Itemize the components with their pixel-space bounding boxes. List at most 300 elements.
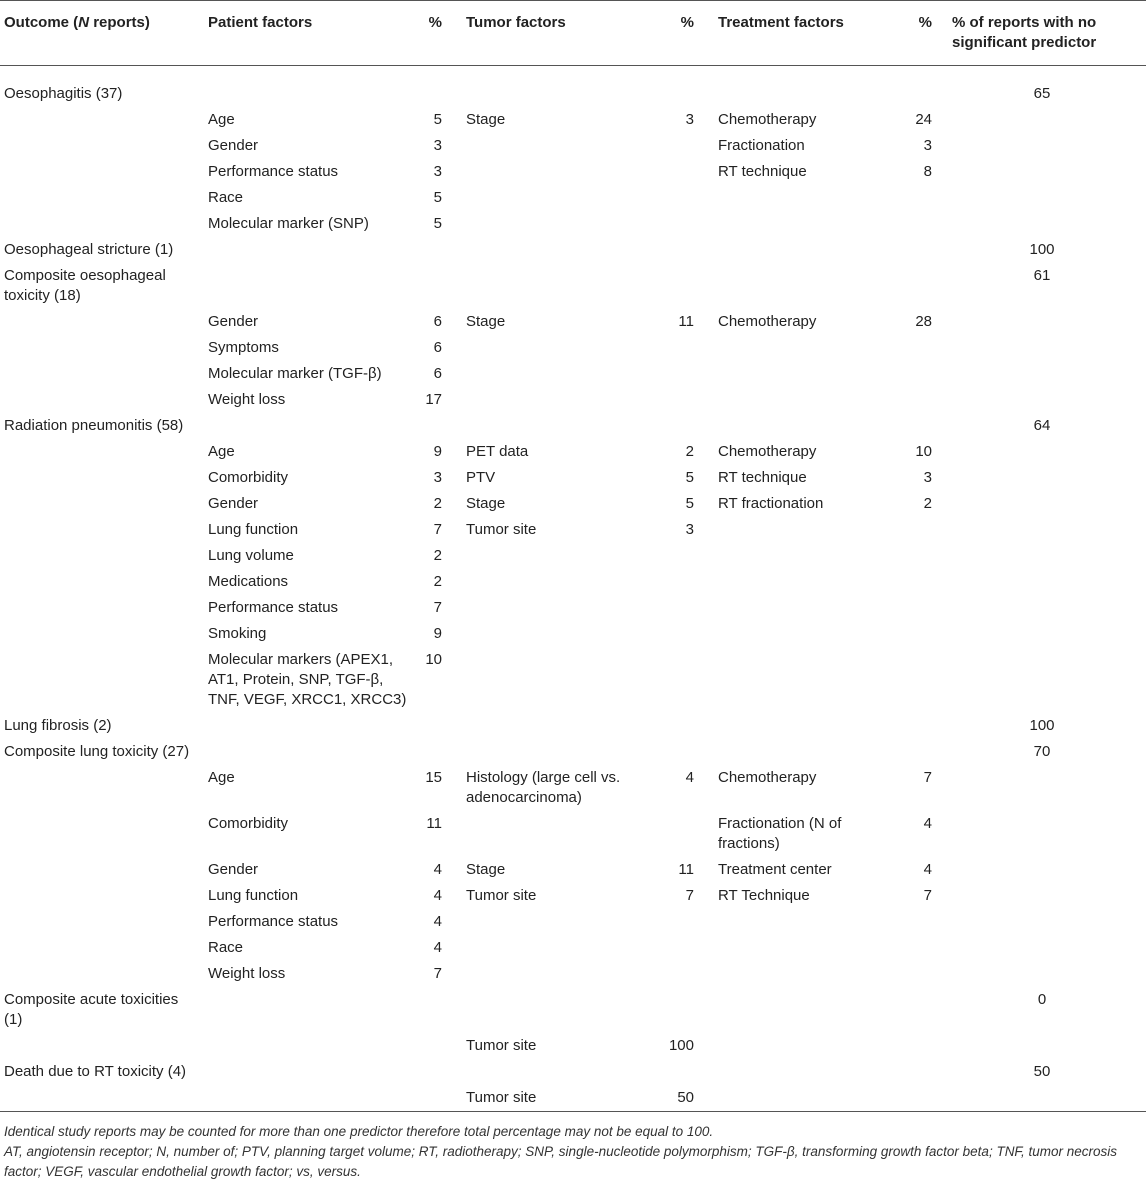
outcome-cell bbox=[0, 543, 204, 569]
treatment-percent-cell bbox=[908, 647, 938, 713]
patient-factor-cell bbox=[204, 66, 412, 108]
tumor-factor-cell bbox=[448, 909, 664, 935]
outcome-cell bbox=[0, 883, 204, 909]
treatment-percent-cell: 8 bbox=[923, 163, 932, 180]
tumor-percent-cell bbox=[664, 133, 700, 159]
table-row bbox=[0, 185, 1146, 211]
tumor-factor-cell: Histology (large cell vs. adenocarcinoma) bbox=[466, 769, 621, 806]
treatment-percent-cell bbox=[908, 1059, 938, 1085]
tumor-factor-cell: Stage bbox=[466, 313, 506, 330]
patient-factor-cell: Molecular markers (APEX1, AT1, Protein, SNP, TGF-β, TNF, VEGF, XRCC1, XRCC3) bbox=[208, 651, 407, 708]
tumor-percent-cell bbox=[664, 543, 700, 569]
header-patient-factors: Patient factors bbox=[204, 1, 412, 66]
outcome-cell bbox=[0, 857, 204, 883]
treatment-factor-cell: Fractionation (N of fractions) bbox=[718, 815, 842, 852]
patient-percent-cell: 9 bbox=[433, 443, 442, 460]
outcome-cell: Oesophagitis (37) bbox=[4, 85, 123, 102]
no-predictor-percent-cell bbox=[938, 765, 1146, 811]
table-row bbox=[0, 1085, 1146, 1112]
no-predictor-percent-cell bbox=[938, 621, 1146, 647]
treatment-factor-cell: Fractionation bbox=[718, 137, 805, 154]
treatment-factor-cell bbox=[700, 647, 908, 713]
treatment-factor-cell bbox=[700, 909, 908, 935]
table-row bbox=[0, 883, 1146, 909]
treatment-factor-cell bbox=[700, 237, 908, 263]
tumor-factor-cell: Stage bbox=[466, 861, 506, 878]
tumor-factor-cell bbox=[448, 185, 664, 211]
patient-factor-cell: Lung volume bbox=[208, 547, 294, 564]
patient-factor-cell: Age bbox=[208, 443, 235, 460]
no-predictor-percent-cell bbox=[938, 1085, 1146, 1112]
treatment-percent-cell: 7 bbox=[923, 887, 932, 904]
tumor-percent-cell bbox=[664, 66, 700, 108]
patient-factor-cell: Gender bbox=[208, 495, 259, 512]
tumor-factor-cell: Stage bbox=[466, 495, 506, 512]
patient-percent-cell: 5 bbox=[433, 111, 442, 128]
tumor-factor-cell: PET data bbox=[466, 443, 529, 460]
header-outcome: Outcome (N reports) bbox=[0, 1, 204, 66]
patient-percent-cell: 2 bbox=[433, 547, 442, 564]
treatment-percent-cell bbox=[908, 1085, 938, 1112]
outcome-cell bbox=[0, 159, 204, 185]
treatment-factor-cell: RT technique bbox=[718, 469, 807, 486]
outcome-cell bbox=[0, 765, 204, 811]
treatment-factor-cell bbox=[700, 361, 908, 387]
no-predictor-percent-cell bbox=[938, 133, 1146, 159]
patient-factor-cell: Smoking bbox=[208, 625, 267, 642]
outcome-cell bbox=[0, 1085, 204, 1112]
patient-percent-cell: 4 bbox=[433, 887, 442, 904]
tumor-factor-cell bbox=[448, 739, 664, 765]
treatment-factor-cell bbox=[700, 961, 908, 987]
no-predictor-percent-cell: 100 bbox=[1029, 717, 1055, 734]
table-row bbox=[0, 413, 1146, 439]
tumor-percent-cell bbox=[664, 961, 700, 987]
treatment-percent-cell bbox=[908, 361, 938, 387]
tumor-factor-cell bbox=[448, 387, 664, 413]
table-row bbox=[0, 491, 1146, 517]
treatment-percent-cell bbox=[908, 987, 938, 1033]
tumor-factor-cell bbox=[448, 595, 664, 621]
treatment-factor-cell bbox=[700, 595, 908, 621]
treatment-percent-cell: 7 bbox=[923, 769, 932, 786]
treatment-percent-cell: 4 bbox=[923, 815, 932, 832]
tumor-percent-cell: 7 bbox=[685, 887, 694, 904]
no-predictor-percent-cell bbox=[938, 439, 1146, 465]
tumor-percent-cell bbox=[664, 909, 700, 935]
no-predictor-percent-cell bbox=[938, 387, 1146, 413]
treatment-factor-cell bbox=[700, 621, 908, 647]
patient-percent-cell bbox=[412, 1059, 448, 1085]
tumor-percent-cell bbox=[664, 739, 700, 765]
patient-factor-cell: Comorbidity bbox=[208, 469, 289, 486]
no-predictor-percent-cell bbox=[938, 569, 1146, 595]
tumor-percent-cell: 2 bbox=[685, 443, 694, 460]
table-row bbox=[0, 465, 1146, 491]
footnote-identical-reports: Identical study reports may be counted for more than one predictor therefore total percentage may not be equal to 100. bbox=[4, 1124, 714, 1139]
patient-factor-cell bbox=[204, 263, 412, 309]
patient-percent-cell: 2 bbox=[433, 495, 442, 512]
tumor-factor-cell bbox=[448, 811, 664, 857]
treatment-percent-cell bbox=[908, 1033, 938, 1059]
no-predictor-percent-cell: 61 bbox=[1033, 267, 1051, 284]
tumor-percent-cell: 4 bbox=[685, 769, 694, 786]
outcome-cell bbox=[0, 909, 204, 935]
treatment-factor-cell bbox=[700, 66, 908, 108]
table-row bbox=[0, 237, 1146, 263]
treatment-percent-cell bbox=[908, 335, 938, 361]
outcome-cell bbox=[0, 107, 204, 133]
treatment-percent-cell: 10 bbox=[915, 443, 932, 460]
tumor-percent-cell bbox=[664, 211, 700, 237]
patient-percent-cell: 5 bbox=[433, 215, 442, 232]
treatment-percent-cell bbox=[908, 569, 938, 595]
patient-percent-cell: 7 bbox=[433, 599, 442, 616]
table-row bbox=[0, 713, 1146, 739]
treatment-factor-cell bbox=[700, 1085, 908, 1112]
treatment-factor-cell: Chemotherapy bbox=[718, 111, 817, 128]
table-row bbox=[0, 987, 1146, 1033]
treatment-factor-cell bbox=[700, 569, 908, 595]
patient-percent-cell bbox=[412, 1085, 448, 1112]
treatment-percent-cell: 28 bbox=[915, 313, 932, 330]
patient-factor-cell: Age bbox=[208, 769, 235, 786]
treatment-factor-cell bbox=[700, 543, 908, 569]
tumor-factor-cell bbox=[448, 159, 664, 185]
treatment-factor-cell bbox=[700, 387, 908, 413]
treatment-factor-cell bbox=[700, 1033, 908, 1059]
outcome-cell: Oesophageal stricture (1) bbox=[4, 241, 174, 258]
no-predictor-percent-cell bbox=[938, 1033, 1146, 1059]
no-predictor-percent-cell bbox=[938, 185, 1146, 211]
patient-percent-cell: 6 bbox=[433, 313, 442, 330]
header-patient-percent: % bbox=[412, 1, 448, 66]
tumor-percent-cell: 11 bbox=[678, 313, 694, 330]
table-row bbox=[0, 647, 1146, 713]
table-row bbox=[0, 107, 1146, 133]
no-predictor-percent-cell bbox=[938, 465, 1146, 491]
patient-factor-cell bbox=[204, 1033, 412, 1059]
header-treatment-factors: Treatment factors bbox=[700, 1, 908, 66]
treatment-factor-cell bbox=[700, 335, 908, 361]
patient-percent-cell bbox=[412, 237, 448, 263]
treatment-factor-cell: RT Technique bbox=[718, 887, 810, 904]
outcome-cell bbox=[0, 491, 204, 517]
treatment-factor-cell: Chemotherapy bbox=[718, 769, 817, 786]
tumor-percent-cell bbox=[664, 387, 700, 413]
treatment-factor-cell: Chemotherapy bbox=[718, 313, 817, 330]
treatment-percent-cell bbox=[908, 739, 938, 765]
treatment-percent-cell bbox=[908, 66, 938, 108]
treatment-percent-cell bbox=[908, 961, 938, 987]
no-predictor-percent-cell bbox=[938, 159, 1146, 185]
tumor-percent-cell bbox=[664, 237, 700, 263]
table-row bbox=[0, 159, 1146, 185]
treatment-factor-cell bbox=[700, 739, 908, 765]
patient-percent-cell: 3 bbox=[433, 469, 442, 486]
patient-factor-cell bbox=[204, 987, 412, 1033]
treatment-percent-cell bbox=[908, 935, 938, 961]
patient-factor-cell: Medications bbox=[208, 573, 289, 590]
tumor-factor-cell bbox=[448, 66, 664, 108]
treatment-percent-cell bbox=[908, 543, 938, 569]
treatment-factor-cell bbox=[700, 211, 908, 237]
table-row bbox=[0, 335, 1146, 361]
patient-percent-cell: 3 bbox=[433, 137, 442, 154]
patient-factor-cell bbox=[204, 237, 412, 263]
patient-percent-cell bbox=[412, 413, 448, 439]
table-row bbox=[0, 517, 1146, 543]
table-row bbox=[0, 857, 1146, 883]
no-predictor-percent-cell bbox=[938, 811, 1146, 857]
patient-percent-cell bbox=[412, 713, 448, 739]
table-row bbox=[0, 811, 1146, 857]
patient-percent-cell: 7 bbox=[433, 965, 442, 982]
tumor-percent-cell: 3 bbox=[685, 111, 694, 128]
treatment-percent-cell: 3 bbox=[923, 469, 932, 486]
tumor-factor-cell bbox=[448, 621, 664, 647]
patient-factor-cell bbox=[204, 713, 412, 739]
tumor-factor-cell bbox=[448, 713, 664, 739]
table-row bbox=[0, 961, 1146, 987]
treatment-factor-cell bbox=[700, 185, 908, 211]
outcome-cell bbox=[0, 387, 204, 413]
treatment-percent-cell: 2 bbox=[923, 495, 932, 512]
tumor-factor-cell bbox=[448, 569, 664, 595]
outcome-cell: Composite lung toxicity (27) bbox=[4, 743, 190, 760]
table-row bbox=[0, 739, 1146, 765]
table-row bbox=[0, 543, 1146, 569]
table-row bbox=[0, 569, 1146, 595]
header-treatment-percent: % bbox=[908, 1, 938, 66]
tumor-percent-cell bbox=[664, 263, 700, 309]
no-predictor-percent-cell bbox=[938, 309, 1146, 335]
treatment-factor-cell bbox=[700, 413, 908, 439]
tumor-percent-cell bbox=[664, 935, 700, 961]
treatment-percent-cell bbox=[908, 909, 938, 935]
tumor-percent-cell bbox=[664, 569, 700, 595]
tumor-percent-cell: 3 bbox=[685, 521, 694, 538]
outcome-cell bbox=[0, 361, 204, 387]
table-row bbox=[0, 909, 1146, 935]
outcome-cell bbox=[0, 185, 204, 211]
treatment-percent-cell bbox=[908, 595, 938, 621]
tumor-percent-cell bbox=[664, 987, 700, 1033]
tumor-factor-cell: Tumor site bbox=[466, 1037, 537, 1054]
tumor-factor-cell bbox=[448, 361, 664, 387]
treatment-percent-cell bbox=[908, 185, 938, 211]
treatment-percent-cell bbox=[908, 713, 938, 739]
no-predictor-percent-cell bbox=[938, 883, 1146, 909]
outcome-cell bbox=[0, 811, 204, 857]
treatment-percent-cell bbox=[908, 387, 938, 413]
patient-percent-cell: 3 bbox=[433, 163, 442, 180]
outcome-cell bbox=[0, 133, 204, 159]
outcome-cell bbox=[0, 935, 204, 961]
patient-factor-cell: Gender bbox=[208, 313, 259, 330]
treatment-percent-cell: 24 bbox=[915, 111, 932, 128]
no-predictor-percent-cell bbox=[938, 211, 1146, 237]
treatment-factor-cell bbox=[700, 987, 908, 1033]
no-predictor-percent-cell bbox=[938, 961, 1146, 987]
outcome-cell bbox=[0, 647, 204, 713]
no-predictor-percent-cell: 50 bbox=[1033, 1063, 1051, 1080]
no-predictor-percent-cell: 64 bbox=[1033, 417, 1051, 434]
patient-percent-cell bbox=[412, 263, 448, 309]
table-row bbox=[0, 1033, 1146, 1059]
patient-percent-cell: 10 bbox=[425, 651, 442, 668]
outcome-cell: Composite acute toxicities (1) bbox=[4, 991, 179, 1028]
tumor-factor-cell: Stage bbox=[466, 111, 506, 128]
no-predictor-percent-cell: 100 bbox=[1029, 241, 1055, 258]
tumor-factor-cell bbox=[448, 935, 664, 961]
outcome-cell bbox=[0, 517, 204, 543]
patient-factor-cell: Race bbox=[208, 939, 244, 956]
patient-factor-cell: Molecular marker (TGF-β) bbox=[208, 365, 382, 382]
no-predictor-percent-cell bbox=[938, 335, 1146, 361]
patient-factor-cell: Lung function bbox=[208, 521, 299, 538]
patient-factor-cell: Race bbox=[208, 189, 244, 206]
header-no-significant-predictor: % of reports with no significant predictor bbox=[938, 1, 1146, 66]
tumor-factor-cell bbox=[448, 543, 664, 569]
header-row bbox=[0, 1, 1146, 66]
patient-factor-cell bbox=[204, 413, 412, 439]
treatment-percent-cell: 3 bbox=[923, 137, 932, 154]
outcome-cell bbox=[0, 439, 204, 465]
treatment-percent-cell bbox=[908, 237, 938, 263]
no-predictor-percent-cell bbox=[938, 543, 1146, 569]
outcome-cell: Composite oesophageal toxicity (18) bbox=[4, 267, 166, 304]
treatment-factor-cell bbox=[700, 713, 908, 739]
patient-percent-cell: 17 bbox=[425, 391, 442, 408]
outcome-cell bbox=[0, 309, 204, 335]
tumor-factor-cell: Tumor site bbox=[466, 1089, 537, 1106]
patient-percent-cell: 9 bbox=[433, 625, 442, 642]
patient-factor-cell: Comorbidity bbox=[208, 815, 289, 832]
tumor-factor-cell bbox=[448, 647, 664, 713]
header-tumor-percent: % bbox=[664, 1, 700, 66]
patient-percent-cell: 11 bbox=[426, 815, 442, 832]
patient-percent-cell bbox=[412, 739, 448, 765]
table-row bbox=[0, 361, 1146, 387]
no-predictor-percent-cell: 65 bbox=[1033, 85, 1051, 102]
treatment-percent-cell bbox=[908, 211, 938, 237]
patient-percent-cell: 2 bbox=[433, 573, 442, 590]
table-row bbox=[0, 387, 1146, 413]
outcome-cell bbox=[0, 1033, 204, 1059]
tumor-percent-cell bbox=[664, 361, 700, 387]
header-tumor-factors: Tumor factors bbox=[448, 1, 664, 66]
tumor-factor-cell bbox=[448, 413, 664, 439]
outcome-cell bbox=[0, 465, 204, 491]
patient-factor-cell: Performance status bbox=[208, 599, 339, 616]
table-row bbox=[0, 595, 1146, 621]
patient-factor-cell: Weight loss bbox=[208, 965, 286, 982]
patient-factor-cell: Symptoms bbox=[208, 339, 279, 356]
tumor-percent-cell: 11 bbox=[678, 861, 694, 878]
outcome-cell bbox=[0, 595, 204, 621]
treatment-percent-cell bbox=[908, 621, 938, 647]
patient-percent-cell bbox=[412, 1033, 448, 1059]
patient-percent-cell bbox=[412, 987, 448, 1033]
tumor-percent-cell: 50 bbox=[677, 1089, 694, 1106]
patient-factor-cell: Weight loss bbox=[208, 391, 286, 408]
treatment-factor-cell: RT technique bbox=[718, 163, 807, 180]
tumor-percent-cell bbox=[664, 335, 700, 361]
patient-factor-cell: Performance status bbox=[208, 913, 339, 930]
tumor-factor-cell bbox=[448, 237, 664, 263]
tumor-percent-cell bbox=[664, 621, 700, 647]
patient-percent-cell: 5 bbox=[433, 189, 442, 206]
tumor-factor-cell: Tumor site bbox=[466, 521, 537, 538]
table-row bbox=[0, 211, 1146, 237]
tumor-percent-cell bbox=[664, 595, 700, 621]
patient-factor-cell: Gender bbox=[208, 861, 259, 878]
tumor-percent-cell bbox=[664, 159, 700, 185]
patient-percent-cell: 4 bbox=[433, 861, 442, 878]
treatment-percent-cell bbox=[908, 413, 938, 439]
patient-factor-cell: Gender bbox=[208, 137, 259, 154]
patient-factor-cell: Performance status bbox=[208, 163, 339, 180]
treatment-factor-cell bbox=[700, 1059, 908, 1085]
table-row bbox=[0, 1059, 1146, 1085]
tumor-factor-cell: Tumor site bbox=[466, 887, 537, 904]
treatment-percent-cell bbox=[908, 517, 938, 543]
tumor-percent-cell bbox=[664, 713, 700, 739]
tumor-factor-cell bbox=[448, 961, 664, 987]
no-predictor-percent-cell bbox=[938, 361, 1146, 387]
tumor-factor-cell bbox=[448, 211, 664, 237]
table-row bbox=[0, 133, 1146, 159]
outcome-cell: Radiation pneumonitis (58) bbox=[4, 417, 184, 434]
tumor-factor-cell bbox=[448, 1059, 664, 1085]
no-predictor-percent-cell bbox=[938, 517, 1146, 543]
no-predictor-percent-cell bbox=[938, 909, 1146, 935]
tumor-percent-cell bbox=[664, 811, 700, 857]
treatment-factor-cell bbox=[700, 935, 908, 961]
outcome-cell bbox=[0, 961, 204, 987]
tumor-factor-cell bbox=[448, 263, 664, 309]
tumor-percent-cell bbox=[664, 185, 700, 211]
treatment-percent-cell bbox=[908, 263, 938, 309]
table-row bbox=[0, 66, 1146, 108]
patient-factor-cell: Lung function bbox=[208, 887, 299, 904]
no-predictor-percent-cell: 70 bbox=[1033, 743, 1051, 760]
tumor-factor-cell bbox=[448, 987, 664, 1033]
no-predictor-percent-cell bbox=[938, 857, 1146, 883]
outcome-cell bbox=[0, 621, 204, 647]
table-row bbox=[0, 765, 1146, 811]
treatment-factor-cell bbox=[700, 263, 908, 309]
table-row bbox=[0, 935, 1146, 961]
patient-factor-cell bbox=[204, 1059, 412, 1085]
outcome-cell bbox=[0, 211, 204, 237]
tumor-percent-cell: 5 bbox=[685, 495, 694, 512]
tumor-percent-cell bbox=[664, 1059, 700, 1085]
footnotes bbox=[0, 1112, 1146, 1183]
patient-factor-cell: Molecular marker (SNP) bbox=[208, 215, 369, 232]
patient-factor-cell: Age bbox=[208, 111, 235, 128]
no-predictor-percent-cell bbox=[938, 595, 1146, 621]
patient-percent-cell: 4 bbox=[433, 913, 442, 930]
table-row bbox=[0, 309, 1146, 335]
patient-percent-cell: 6 bbox=[433, 365, 442, 382]
treatment-factor-cell: Treatment center bbox=[718, 861, 832, 878]
patient-percent-cell: 4 bbox=[433, 939, 442, 956]
treatment-percent-cell: 4 bbox=[923, 861, 932, 878]
treatment-factor-cell: RT fractionation bbox=[718, 495, 824, 512]
treatment-factor-cell bbox=[700, 517, 908, 543]
